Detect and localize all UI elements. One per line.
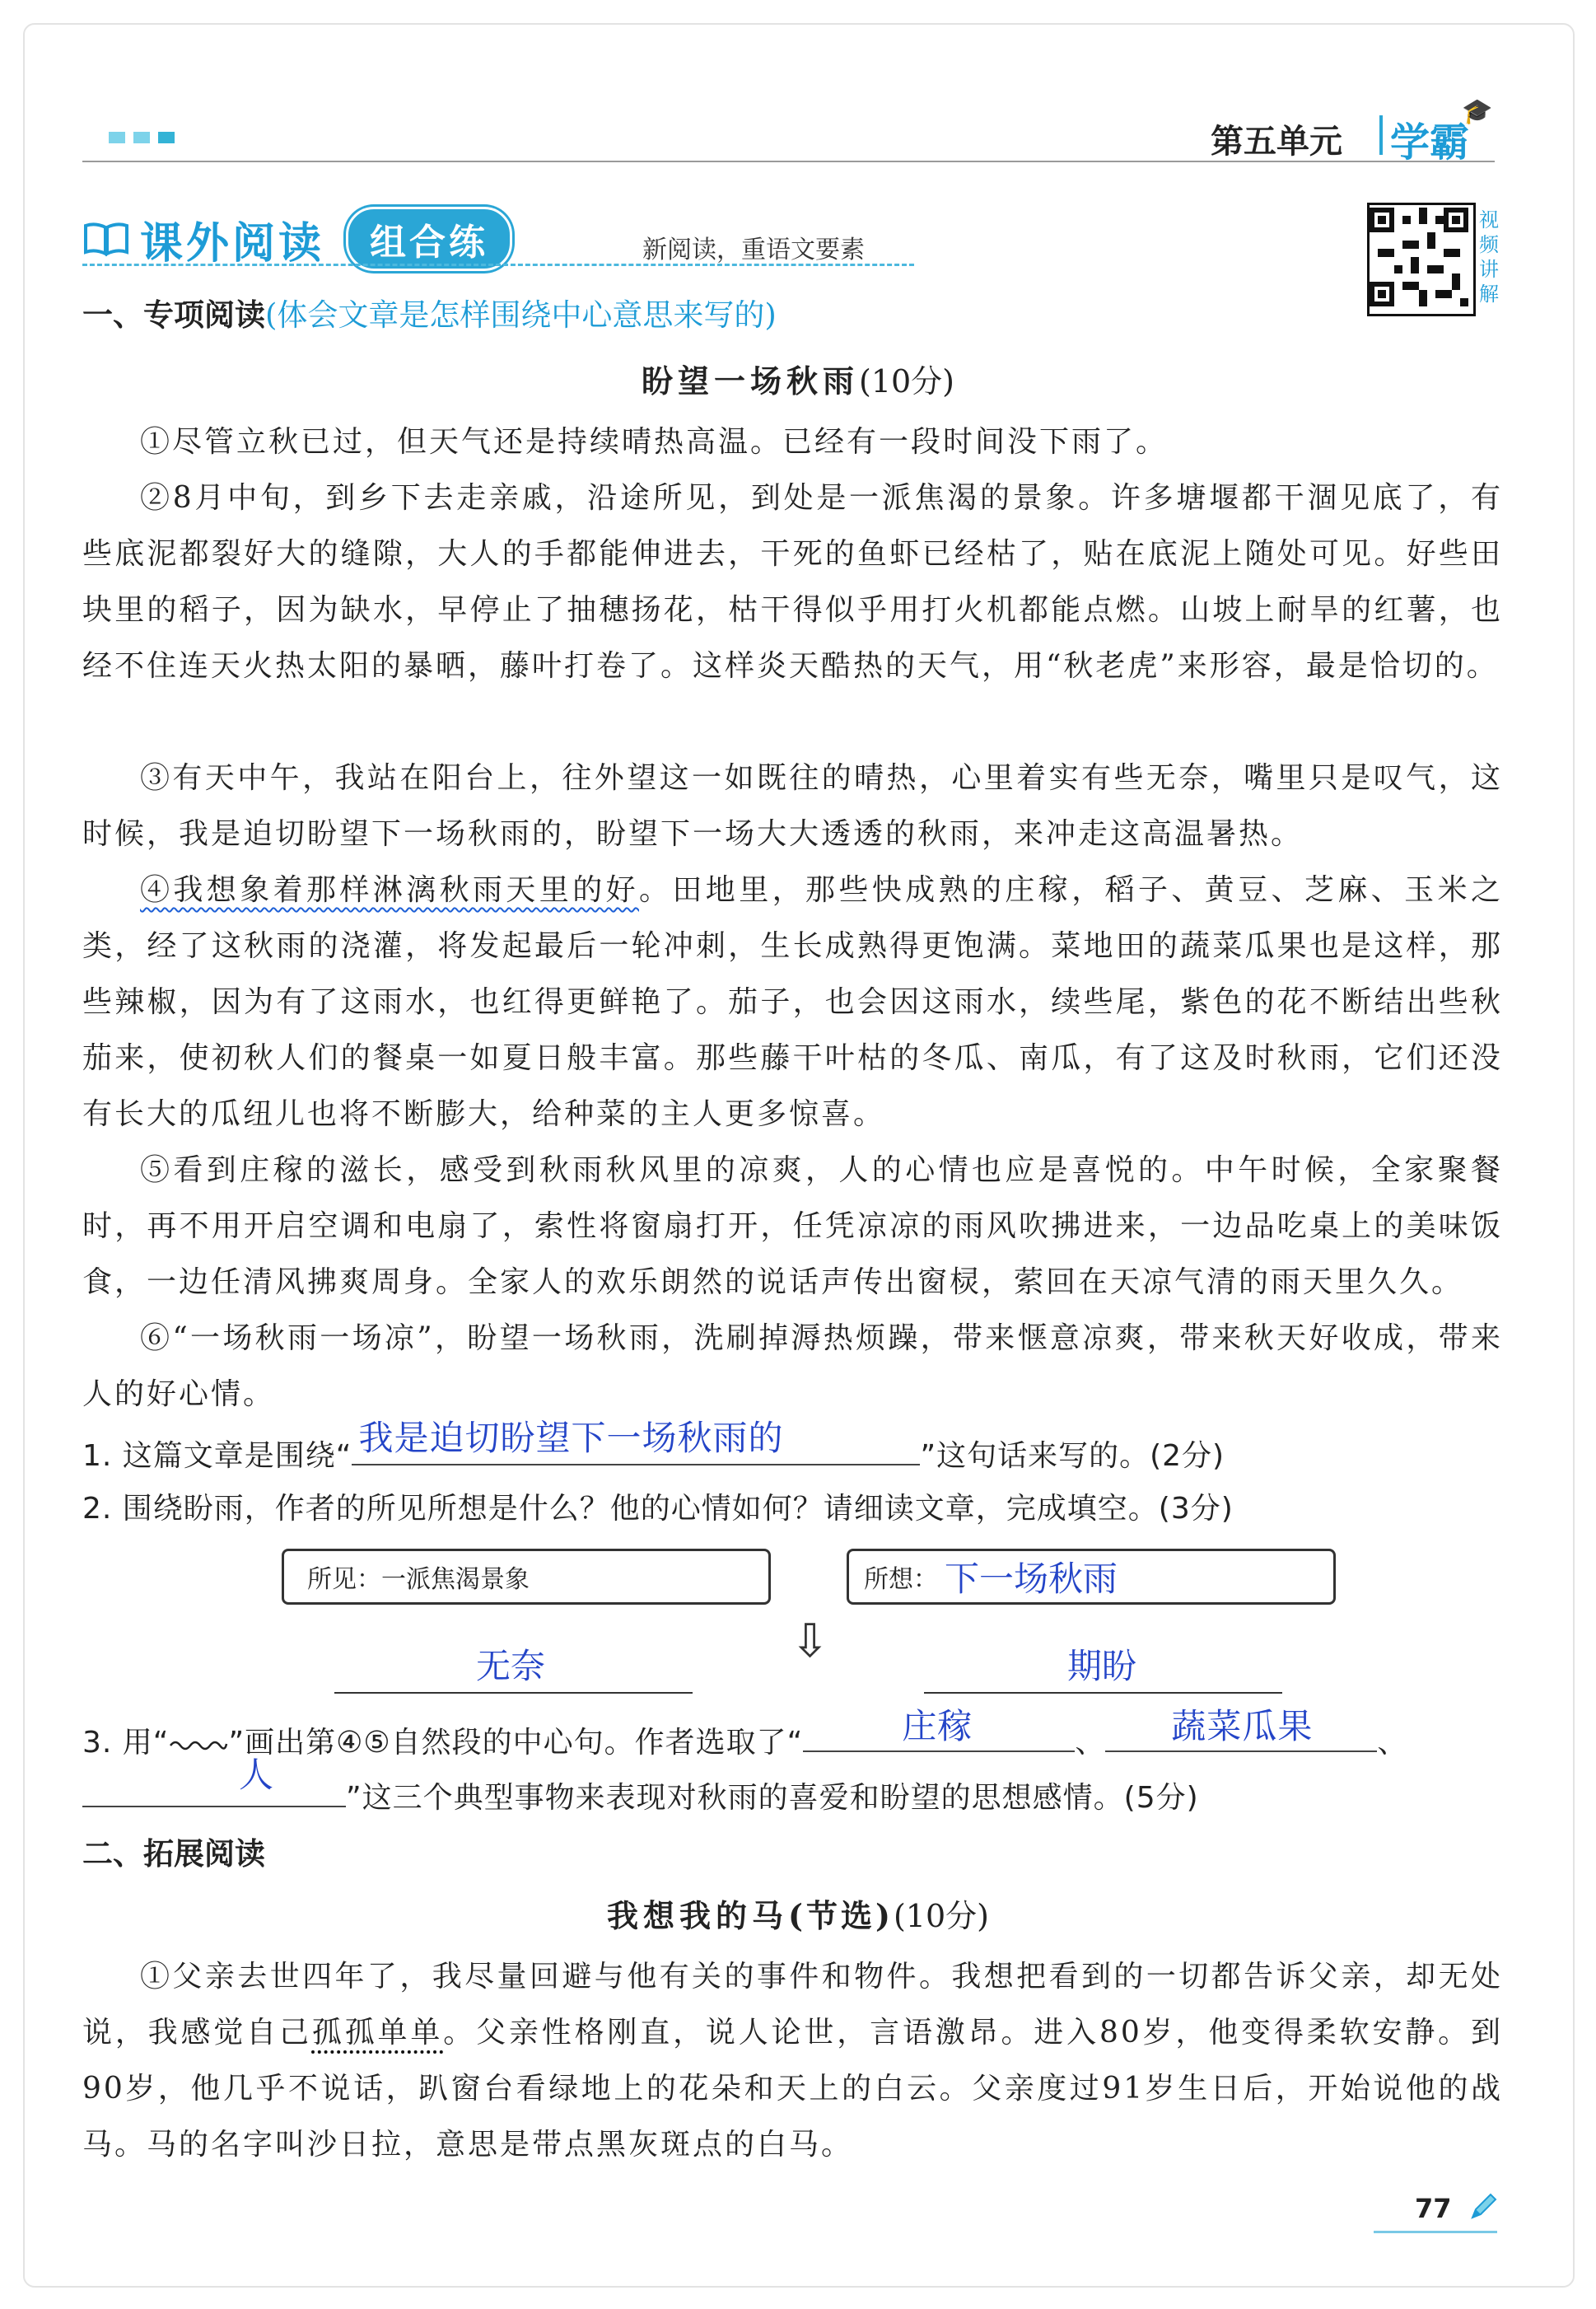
pencil-icon [1466,2191,1499,2227]
passage2-title-note: (节选) [788,1897,894,1934]
q3-middle: ”画出第④⑤自然段的中心句。作者选取了“ [228,1726,804,1760]
banner-subtitle: 新阅读，重语文要素 [642,236,865,264]
q3-suffix: ”这三个典型事物来表现对秋雨的喜爱和盼望的思想感情。(5分) [346,1781,1199,1815]
brand-logo: 学霸 [1390,119,1470,166]
mood-right-field[interactable] [924,1692,1282,1694]
passage2-score: (10分) [893,1898,989,1934]
passage1-p2: ②8月中旬，到乡下去走亲戚，沿途所见，到处是一派焦渴的景象。许多塘堰都干涸见底了，有些底泥都裂好大的缝隙，大人的手都能伸进去，干死的鱼虾已经枯了，贴在底泥上随处可见。好些田块里的稻子，因为缺水，早停止了抽穗扬花，枯干得似乎用打火机都能点燃。山坡上耐旱的红薯，也经不住连天火热太阳的暴晒，藤叶打卷了。这样炎天酷热的天气，用“秋老虎”来形容，最是恰切的。 [82,481,1503,683]
passage1-score: (10分) [859,363,955,400]
passage2-p1-b: 。父亲性格刚直，说人论世，言语激昂。进入80岁，他变得柔软安静。到90岁，他几乎不说话，趴窗台看绿地上的花朵和天上的白云。父亲度过91岁生日后，开始说他的战马。马的名字叫沙日拉，意思是带点黑灰斑点的白马。 [82,2016,1503,2162]
brand-divider [1379,115,1383,155]
down-arrow-icon: ⇩ [791,1615,829,1668]
q3-answer1-field[interactable] [803,1706,1075,1752]
thought-box-label: 所想： [864,1565,938,1594]
graduation-cap-icon: 🎓 [1462,97,1493,126]
q3-prefix: 3. 用“ [82,1726,170,1760]
part1-heading-text: 一、专项阅读 [82,297,265,333]
section-banner [82,210,512,268]
header-decoration [109,132,175,143]
question-1 [82,1418,1225,1475]
unit-label: 第五单元 [1211,123,1342,161]
passage1-title [0,356,1596,401]
qr-code[interactable] [1367,203,1476,316]
passage2-title [0,1891,1596,1936]
book-icon [82,221,130,257]
passage1-title-text: 盼望一场秋雨 [641,362,859,400]
thought-box[interactable] [847,1549,1336,1605]
central-sentence-wavy: ④我想象着那样淋漓秋雨天里的好 [140,873,639,907]
passage1-p4-rest: 。田地里，那些快成熟的庄稼，稻子、黄豆、芝麻、玉米之类，经了这秋雨的浇灌，将发起最后一轮冲刺，生长成熟得更饱满。菜地田的蔬菜瓜果也是这样，那些辣椒，因为有了这雨水，也红得更鲜艳了。茄子，也会因这雨水，续些尾，紫色的花不断结出些秋茄来，使初秋人们的餐桌一如夏日般丰富。那些藤干叶枯的冬瓜、南瓜，有了这及时秋雨，它们还没有长大的瓜纽儿也将不断膨大，给种菜的主人更多惊喜。 [82,873,1503,1131]
q1-handwritten-answer: 我是迫切盼望下一场秋雨的 [358,1418,784,1458]
q3-answer3: 人 [239,1755,275,1795]
seen-box-text: 所见：一派焦渴景象 [307,1565,530,1594]
passage1-p5: ⑤看到庄稼的滋长，感受到秋雨秋风里的凉爽，人的心情也应是喜悦的。中午时候，全家聚餐时，再不用开启空调和电扇了，索性将窗扇打开，任凭凉凉的雨风吹拂进来，一边品吃桌上的美味饭食，一边任清风拂爽周身。全家人的欢乐朗然的说话声传出窗棂，萦回在天凉气清的雨天里久久。 [82,1153,1503,1299]
passage2-p1 [82,1949,1503,2173]
q1-prefix: 1. 这篇文章是围绕“ [82,1439,352,1473]
passage2-p1-a: ①父亲去世四年了，我尽量回避与他有关的事件和物件。我想把看到的一切都告诉父亲，却无处说，我感觉自己 [82,1960,1503,2050]
thought-box-answer: 下一场秋雨 [945,1559,1118,1599]
part1-heading [82,290,777,334]
part1-hint: (体会文章是怎样围绕中心意思来写的) [265,297,777,333]
q1-answer-field[interactable] [352,1418,920,1465]
q3-separator-2: 、 [1377,1726,1408,1760]
part2-heading: 二、拓展阅读 [82,1836,265,1872]
qr-code-icon [1370,205,1468,309]
banner-title: 课外阅读 [140,218,325,269]
q3-answer2-field[interactable] [1105,1706,1377,1752]
mood-left-field[interactable] [334,1692,693,1694]
passage1-p6: ⑥“一场秋雨一场凉”，盼望一场秋雨，洗刷掉溽热烦躁，带来惬意凉爽，带来秋天好收成，带来人的好心情。 [82,1321,1503,1411]
seen-box [282,1549,771,1605]
dotted-word: 孤孤单单 [311,2016,444,2050]
page-number: 77 [1415,2193,1452,2224]
banner-dashed-rule [82,264,914,266]
q3-answer1: 庄稼 [902,1706,973,1746]
mood-right-answer: 期盼 [1067,1646,1137,1686]
question-2: 2. 围绕盼雨，作者的所见所想是什么？他的心情如何？请细读文章，完成填空。(3分) [82,1492,1234,1526]
banner-pill: 组合练 [346,207,512,271]
qr-caption: 视频讲解 [1479,208,1499,306]
question-3-line2 [82,1755,1199,1816]
q3-separator: 、 [1075,1726,1106,1760]
passage1-p4 [82,862,1503,1143]
wavy-line-icon [169,1726,228,1760]
passage1-p1: ①尽管立秋已过，但天气还是持续晴热高温。已经有一段时间没下雨了。 [140,425,1169,459]
passage2-title-text: 我想我的马 [607,1897,789,1934]
mood-left-answer: 无奈 [476,1646,546,1686]
passage1-p3: ③有天中午，我站在阳台上，往外望这一如既往的晴热，心里着实有些无奈，嘴里只是叹气，这时候，我是迫切盼望下一场秋雨的，盼望下一场大大透透的秋雨，来冲走这高温暑热。 [82,761,1503,851]
q3-answer2: 蔬菜瓜果 [1171,1706,1314,1746]
q3-answer3-field[interactable] [82,1755,346,1807]
question-3-line1 [82,1706,1408,1761]
q1-suffix: ”这句话来写的。(2分) [920,1439,1225,1473]
page-number-rule [1374,2231,1497,2233]
